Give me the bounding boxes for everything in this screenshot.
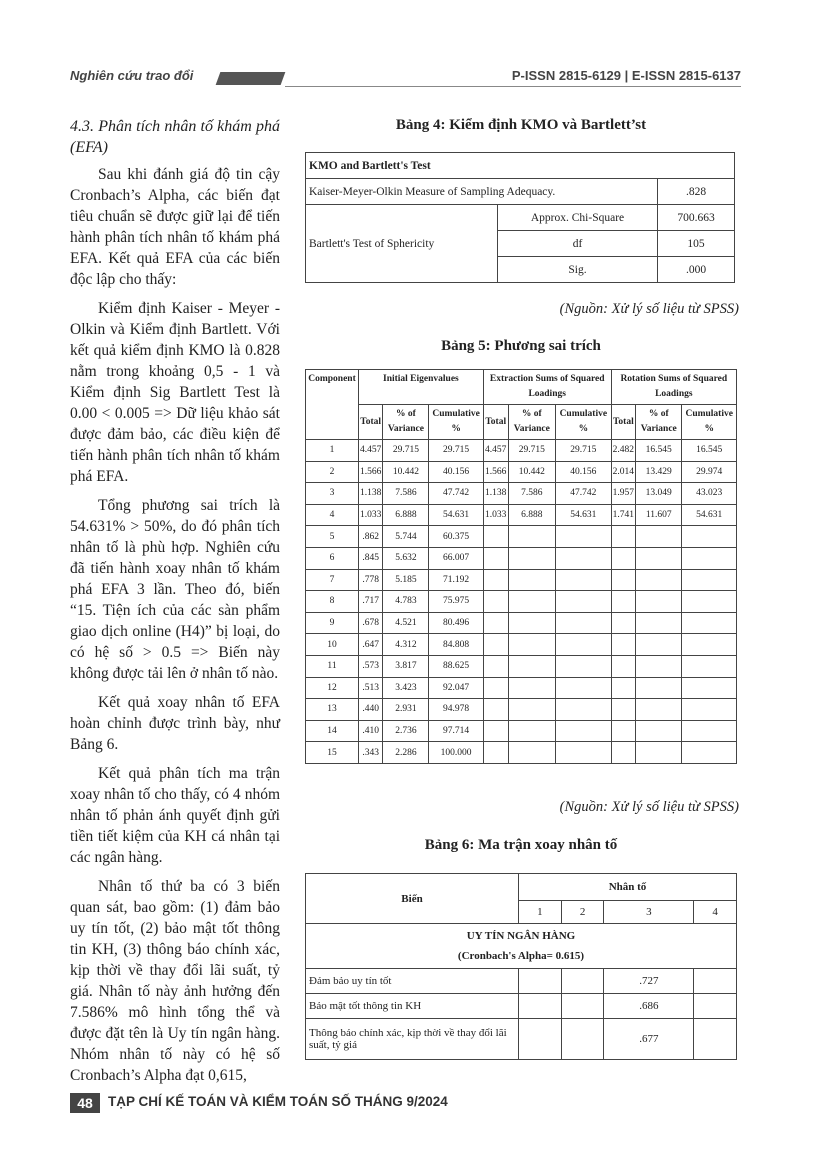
subcol-total: Total: [359, 405, 383, 440]
table-cell: [556, 720, 612, 742]
table6-caption: Bảng 6: Ma trận xoay nhân tố: [424, 837, 618, 853]
table-cell: 29.974: [682, 461, 737, 483]
table-cell: [682, 677, 737, 699]
table-cell: [611, 612, 635, 634]
table-cell: [483, 591, 508, 613]
table-cell: 43.023: [682, 483, 737, 505]
bartlett-row-label: Sig.: [498, 257, 658, 283]
table-cell: 100.000: [429, 742, 483, 764]
section-heading: 4.3. Phân tích nhân tố khám phá (EFA): [70, 118, 280, 156]
table-cell: 3.817: [383, 655, 429, 677]
table-row: [306, 994, 737, 1019]
table-cell: [556, 547, 612, 569]
table-cell: 4.783: [383, 591, 429, 613]
table4-caption: Bảng 4: Kiểm định KMO và Bartlett’st: [395, 117, 647, 133]
table-cell: [636, 612, 682, 634]
section-title: Nghiên cứu trao đổi: [70, 68, 194, 83]
factor-number: 3: [604, 901, 694, 924]
table-row: [306, 526, 737, 548]
table-cell: 11.607: [636, 504, 682, 526]
paragraph: Kết quả phân tích ma trận xoay nhân tố cho thấy, có 4 nhóm nhân tố phản ánh quyết định gửi tiền tiết kiệm của KH cá nhân tại các ngân hàng.: [70, 765, 280, 866]
table-cell: 6.888: [508, 504, 555, 526]
table-row: [306, 969, 737, 994]
table-cell: [556, 742, 612, 764]
table-cell: 1.138: [483, 483, 508, 505]
table-cell: [682, 526, 737, 548]
table-row: [306, 677, 737, 699]
table-row: [306, 483, 737, 505]
kmo-title: KMO and Bartlett's Test: [306, 153, 735, 179]
table-cell: .778: [359, 569, 383, 591]
table-cell: 3.423: [383, 677, 429, 699]
loading-cell: [561, 969, 604, 994]
table-cell: [483, 720, 508, 742]
table-cell: .862: [359, 526, 383, 548]
table-cell: [483, 547, 508, 569]
table-row: [306, 547, 737, 569]
table-cell: 7.586: [383, 483, 429, 505]
table-cell: [508, 547, 555, 569]
table-cell: 6.888: [383, 504, 429, 526]
table-cell: [636, 742, 682, 764]
table-row: [306, 440, 737, 462]
table-cell: 80.496: [429, 612, 483, 634]
table-cell: [682, 720, 737, 742]
table-cell: [556, 591, 612, 613]
table-cell: .717: [359, 591, 383, 613]
variable-label: Thông báo chính xác, kịp thời về thay đổi lãi suất, tỷ giá: [306, 1019, 519, 1060]
bartlett-row-value: 105: [658, 231, 735, 257]
table-row: [306, 634, 737, 656]
table-row: [306, 591, 737, 613]
table-cell: .440: [359, 699, 383, 721]
table-cell: .343: [359, 742, 383, 764]
group-header: [306, 924, 737, 969]
table-cell: .647: [359, 634, 383, 656]
table-cell: [483, 569, 508, 591]
table-cell: [611, 526, 635, 548]
table-cell: [508, 655, 555, 677]
table-row: [306, 461, 737, 483]
paragraph: Kết quả xoay nhân tố EFA hoàn chỉnh được trình bày, như Bảng 6.: [70, 694, 280, 753]
table-cell: 7: [306, 569, 359, 591]
table-cell: [508, 526, 555, 548]
col-initial: Initial Eigenvalues: [359, 370, 484, 405]
subcol-cum: Cumulative %: [429, 405, 483, 440]
table-cell: 84.808: [429, 634, 483, 656]
table-cell: 2.482: [611, 440, 635, 462]
table-cell: 10: [306, 634, 359, 656]
table-cell: [611, 677, 635, 699]
table-cell: [508, 612, 555, 634]
col-component: Component: [306, 370, 359, 440]
left-column: [70, 116, 280, 1094]
table-cell: 47.742: [429, 483, 483, 505]
table-cell: [556, 634, 612, 656]
table-cell: 5.744: [383, 526, 429, 548]
table-cell: 66.007: [429, 547, 483, 569]
table-cell: 3: [306, 483, 359, 505]
table-cell: [636, 677, 682, 699]
loading-cell: .686: [604, 994, 694, 1019]
table-cell: .845: [359, 547, 383, 569]
issn-label: P-ISSN 2815-6129 | E-ISSN 2815-6137: [511, 68, 741, 83]
table-cell: 94.978: [429, 699, 483, 721]
table-cell: 1.741: [611, 504, 635, 526]
table-cell: 9: [306, 612, 359, 634]
table-row: [306, 720, 737, 742]
table-cell: [682, 569, 737, 591]
table-cell: [508, 742, 555, 764]
table4-source: (Nguồn: Xử lý số liệu từ SPSS): [559, 301, 739, 317]
subcol-pct: % of Variance: [508, 405, 555, 440]
journal-name: TẠP CHÍ KẾ TOÁN VÀ KIỂM TOÁN SỐ THÁNG 9/2024: [108, 1094, 448, 1109]
loading-cell: [561, 1019, 604, 1060]
bartlett-row-value: 700.663: [658, 205, 735, 231]
table-cell: 5.185: [383, 569, 429, 591]
table-cell: 54.631: [556, 504, 612, 526]
table-cell: 29.715: [383, 440, 429, 462]
loading-cell: [694, 1019, 737, 1060]
variable-label: Bảo mật tốt thông tin KH: [306, 994, 519, 1019]
rotation-matrix-table: [305, 873, 737, 1060]
table-cell: 15: [306, 742, 359, 764]
table-cell: [556, 677, 612, 699]
subcol-total: Total: [611, 405, 635, 440]
table-cell: [483, 634, 508, 656]
header-rule: [285, 86, 741, 87]
kmo-value: .828: [658, 179, 735, 205]
table-cell: 1.033: [359, 504, 383, 526]
table-cell: 2.931: [383, 699, 429, 721]
table-cell: 13.049: [636, 483, 682, 505]
table-cell: [636, 699, 682, 721]
table-cell: [636, 634, 682, 656]
bartlett-label: Bartlett's Test of Sphericity: [306, 205, 498, 283]
table-cell: 4.457: [483, 440, 508, 462]
table-cell: 54.631: [429, 504, 483, 526]
loading-cell: [519, 1019, 562, 1060]
table-row: [306, 504, 737, 526]
table-cell: [508, 677, 555, 699]
table-cell: 92.047: [429, 677, 483, 699]
table-cell: 13: [306, 699, 359, 721]
table-cell: 1.957: [611, 483, 635, 505]
table-cell: 97.714: [429, 720, 483, 742]
table-cell: 29.715: [556, 440, 612, 462]
table-cell: [636, 591, 682, 613]
table-cell: 4.312: [383, 634, 429, 656]
table-cell: [611, 547, 635, 569]
loading-cell: [694, 994, 737, 1019]
table-cell: 16.545: [636, 440, 682, 462]
table-cell: 6: [306, 547, 359, 569]
table-cell: [483, 742, 508, 764]
factor-number: 1: [519, 901, 562, 924]
table-cell: [611, 720, 635, 742]
variance-table: [305, 369, 737, 764]
table-cell: [636, 569, 682, 591]
table-cell: [682, 634, 737, 656]
table-cell: .678: [359, 612, 383, 634]
table-cell: [483, 655, 508, 677]
bartlett-row-label: Approx. Chi-Square: [498, 205, 658, 231]
table-cell: .573: [359, 655, 383, 677]
loading-cell: [519, 994, 562, 1019]
group-title: UY TÍN NGÂN HÀNG: [466, 930, 576, 942]
factor-number: 4: [694, 901, 737, 924]
table-cell: 14: [306, 720, 359, 742]
table-cell: .410: [359, 720, 383, 742]
table-cell: 1: [306, 440, 359, 462]
table-row: [306, 655, 737, 677]
col-variable: Biến: [306, 874, 519, 924]
table-cell: 5.632: [383, 547, 429, 569]
table-cell: [682, 655, 737, 677]
table-cell: .513: [359, 677, 383, 699]
paragraph: Tổng phương sai trích là 54.631% > 50%, do đó phân tích nhân tố là phù hợp. Nghiên cứu đã tiến hành xoay nhân tố khám phá EFA 3 lần. Theo đó, biến “15. Tiện ích của các sàn phẩm giao dịch online (H4)” bị loại, do có hệ số > 0.5 => Biến này không được tải lên ở nhân tố nào.: [70, 497, 280, 682]
table-cell: 2: [306, 461, 359, 483]
table-cell: [483, 612, 508, 634]
loading-cell: [694, 969, 737, 994]
table-row: [306, 699, 737, 721]
loading-cell: [561, 994, 604, 1019]
table-row: [306, 742, 737, 764]
table-cell: 10.442: [383, 461, 429, 483]
table-cell: 1.566: [483, 461, 508, 483]
table-cell: [682, 547, 737, 569]
table-cell: 11: [306, 655, 359, 677]
table-cell: 4.521: [383, 612, 429, 634]
table-cell: 1.033: [483, 504, 508, 526]
table-cell: 12: [306, 677, 359, 699]
table-cell: 2.014: [611, 461, 635, 483]
table-cell: [611, 742, 635, 764]
table-cell: 2.736: [383, 720, 429, 742]
table-cell: 1.566: [359, 461, 383, 483]
table-cell: [483, 677, 508, 699]
subcol-cum: Cumulative %: [556, 405, 612, 440]
table-row: [306, 612, 737, 634]
paragraph: Nhân tố thứ ba có 3 biến quan sát, bao gồm: (1) đảm bảo uy tín tốt, (2) bảo mật tốt thông tin KH, (3) thông báo chính xác, kịp thời về thay đổi lãi suất, tỷ giá. Nhân tố này ảnh hưởng đến 7.586% mô hình tổng thể và được đặt tên là Uy tín ngân hàng. Nhóm nhân tố này có hệ số Cronbach’s Alpha đạt 0,615,: [70, 878, 280, 1084]
table-cell: 4: [306, 504, 359, 526]
bartlett-row-label: df: [498, 231, 658, 257]
table-cell: 40.156: [556, 461, 612, 483]
table-cell: 16.545: [682, 440, 737, 462]
table-cell: [508, 569, 555, 591]
table-cell: [682, 742, 737, 764]
group-alpha: (Cronbach's Alpha= 0.615): [457, 950, 585, 962]
paragraph: Kiểm định Kaiser - Meyer - Olkin và Kiểm định Bartlett. Với kết quả kiểm định KMO là 0.828 nằm trong khoảng 0,5 - 1 và Kiểm định Sig Bartlett Test là 0.00 < 0.005 => Dữ liệu khảo sát được đảm bảo, các điều kiện để tiến hành phân tích nhân tố khám phá EFA.: [70, 300, 280, 485]
variable-label: Đảm bảo uy tín tốt: [306, 969, 519, 994]
table-cell: 10.442: [508, 461, 555, 483]
rotation-matrix-body: [306, 969, 737, 1060]
bartlett-row-value: .000: [658, 257, 735, 283]
kmo-label: Kaiser-Meyer-Olkin Measure of Sampling Adequacy.: [306, 179, 658, 205]
table-cell: [636, 526, 682, 548]
table-cell: 88.625: [429, 655, 483, 677]
table-cell: [508, 699, 555, 721]
table-cell: [556, 569, 612, 591]
table-cell: 47.742: [556, 483, 612, 505]
col-extraction: Extraction Sums of Squared Loadings: [483, 370, 611, 405]
table-cell: [682, 699, 737, 721]
table-cell: [556, 699, 612, 721]
table-cell: 54.631: [682, 504, 737, 526]
col-factor: Nhân tố: [519, 874, 737, 901]
table-cell: 60.375: [429, 526, 483, 548]
loading-cell: .677: [604, 1019, 694, 1060]
table-cell: [682, 591, 737, 613]
table-cell: 29.715: [429, 440, 483, 462]
table-cell: 40.156: [429, 461, 483, 483]
table-cell: [483, 699, 508, 721]
table-cell: [556, 612, 612, 634]
table-cell: [636, 655, 682, 677]
table5-caption: Bảng 5: Phương sai trích: [441, 338, 601, 354]
col-rotation: Rotation Sums of Squared Loadings: [611, 370, 736, 405]
table-cell: 5: [306, 526, 359, 548]
table-cell: [508, 634, 555, 656]
table-cell: [611, 591, 635, 613]
table-cell: 29.715: [508, 440, 555, 462]
table-cell: 7.586: [508, 483, 555, 505]
table-cell: 2.286: [383, 742, 429, 764]
table-row: [306, 569, 737, 591]
table-cell: [556, 526, 612, 548]
variance-table-body: [306, 440, 737, 764]
header-bar: [216, 72, 286, 85]
loading-cell: .727: [604, 969, 694, 994]
table-cell: [636, 720, 682, 742]
table-cell: 4.457: [359, 440, 383, 462]
table-cell: 75.975: [429, 591, 483, 613]
paragraph: Sau khi đánh giá độ tin cậy Cronbach’s Alpha, các biến đạt tiêu chuẩn sẽ được giữ lại để tiến hành phân tích nhân tố khám phá EFA. Kết quả EFA của các biến độc lập cho thấy:: [70, 166, 280, 288]
table-cell: 13.429: [636, 461, 682, 483]
subcol-pct: % of Variance: [383, 405, 429, 440]
table-cell: 8: [306, 591, 359, 613]
table-cell: [483, 526, 508, 548]
table-cell: [682, 612, 737, 634]
table-cell: [611, 569, 635, 591]
subcol-total: Total: [483, 405, 508, 440]
table-cell: [636, 547, 682, 569]
table-cell: 71.192: [429, 569, 483, 591]
table-cell: 1.138: [359, 483, 383, 505]
table5-source: (Nguồn: Xử lý số liệu từ SPSS): [559, 799, 739, 815]
table-cell: [508, 591, 555, 613]
page-number: 48: [70, 1093, 100, 1113]
loading-cell: [519, 969, 562, 994]
subcol-cum: Cumulative %: [682, 405, 737, 440]
kmo-table: [305, 152, 735, 283]
table-cell: [611, 699, 635, 721]
table-cell: [556, 655, 612, 677]
table-cell: [611, 634, 635, 656]
table-cell: [508, 720, 555, 742]
factor-number: 2: [561, 901, 604, 924]
table-cell: [611, 655, 635, 677]
table-row: [306, 1019, 737, 1060]
subcol-pct: % of Variance: [636, 405, 682, 440]
